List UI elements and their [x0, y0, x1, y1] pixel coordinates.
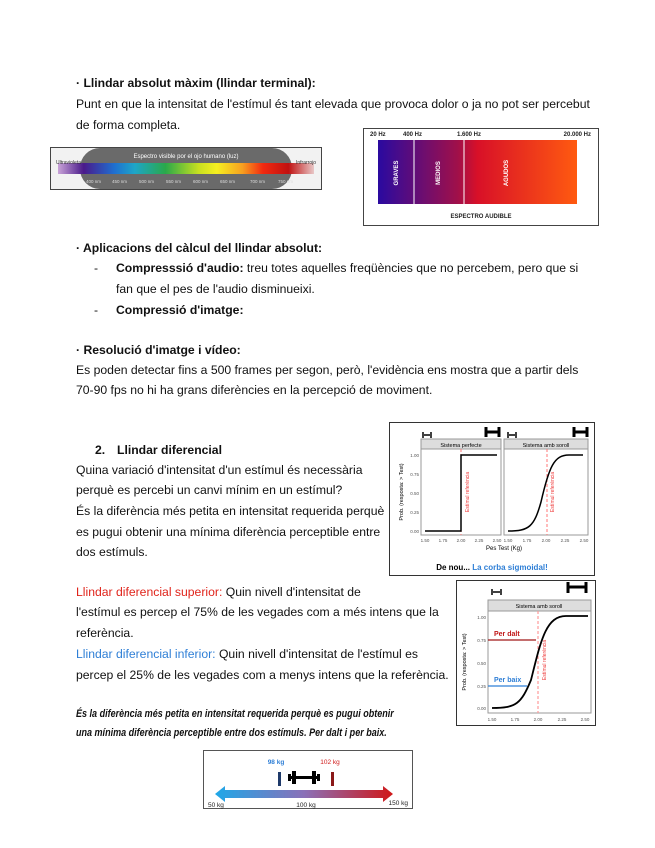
paragraph-text: Quin nivell d'intensitat de l'estímul es — [215, 647, 419, 661]
bullet-dash: - — [94, 261, 99, 275]
lower-threshold-line — [76, 646, 418, 662]
upper-label: Per dalt — [494, 631, 520, 638]
list-item-cont: fan que el pes de l'audio disminueixi. — [116, 282, 315, 296]
paragraph-line: perquè es percebi un canvi mínim en un estímul? — [76, 483, 343, 497]
paragraph-line: de forma completa. — [76, 118, 181, 132]
high-marker — [331, 772, 334, 786]
summary-line: una mínima diferència perceptible entre dos estímuls. Per dalt i per baix. — [76, 727, 387, 739]
tick-label: 600 nm — [193, 179, 209, 184]
audible-spectrum-image — [363, 128, 599, 226]
paragraph-line: dos estímuls. — [76, 545, 148, 559]
freq-label: 20 Hz — [370, 132, 386, 138]
paragraph-line: es pugui obtenir una mínima diferència perceptible entre — [76, 525, 381, 539]
y-tick: 0.50 — [410, 491, 419, 496]
tick-label: 650 nm — [220, 179, 236, 184]
caption-b: La corba sigmoidal! — [472, 563, 548, 572]
list-item-label: Compresssió d'audio: — [116, 261, 244, 275]
tick-label: 450 nm — [112, 179, 128, 184]
x-tick: 1.50 — [487, 717, 497, 722]
tick-label: 500 nm — [139, 179, 155, 184]
x-tick: 1.75 — [510, 717, 520, 722]
paragraph-line: Quina variació d'intensitat d'un estímul és necessària — [76, 463, 363, 477]
list-item-image: Compressió d'imatge: — [116, 303, 244, 317]
heading-applications: · Aplicacions del càlcul del llindar absolut: — [76, 241, 323, 255]
tick-label: 550 nm — [166, 179, 182, 184]
ultraviolet-label: Ultravioleta — [56, 160, 82, 166]
y-tick: 0.25 — [410, 510, 419, 515]
bullet-dash: - — [94, 303, 99, 317]
tick-label: 700 nm — [250, 179, 266, 184]
x-tick: 1.75 — [522, 538, 532, 543]
upper-threshold-line — [76, 584, 361, 600]
low-marker — [278, 772, 281, 786]
y-tick: 0.00 — [410, 529, 419, 534]
heading-differential: Llindar diferencial — [117, 443, 222, 457]
x-axis-label: Pes Test (Kg) — [486, 546, 522, 552]
x-tick: 2.25 — [557, 717, 567, 722]
band-graves: GRAVES — [394, 160, 400, 186]
sigmoid-figure — [389, 422, 595, 576]
freq-label: 1.600 Hz — [457, 132, 482, 138]
reference-label: Estímul referència — [542, 639, 548, 681]
paragraph-line: Es poden detectar fins a 500 frames per segon, però, l'evidència ens mostra que a partir dels — [76, 363, 579, 377]
y-tick: 1.00 — [477, 615, 486, 620]
tick-label: 750 nm — [278, 179, 294, 184]
freq-label: 20.000 Hz — [563, 132, 591, 138]
tick-label: 400 nm — [86, 179, 102, 184]
paragraph-line: Punt en que la intensitat de l'estímul és tant elevada que provoca dolor o ja no pot ser percebut — [76, 97, 590, 111]
x-tick: 2.00 — [541, 538, 551, 543]
mid-label: 100 kg — [296, 802, 316, 809]
heading-video: · Resolució d'imatge i vídeo: — [76, 343, 241, 357]
lower-threshold-label: Llindar diferencial inferior: — [76, 647, 216, 661]
band-medios: MEDIOS — [436, 161, 442, 185]
svg-text:De nou... La corba sigmoidal! — [436, 563, 548, 572]
upper-threshold-label: Llindar diferencial superior: — [76, 585, 223, 599]
caption-a: De nou... — [436, 563, 473, 572]
panel-title: Sistema amb soroll — [515, 604, 563, 610]
visible-spectrum-image — [50, 147, 322, 191]
section-number: 2. — [95, 443, 106, 457]
band-agudos: AGUDOS — [504, 159, 510, 187]
paragraph-line: l'estímul es percep el 75% de les vegades com a més intens que la — [76, 605, 439, 619]
panel-title: Sistema perfecte — [440, 443, 482, 449]
y-axis-label: Prob. (resposta: > Test) — [399, 463, 405, 521]
infrared-label: Infrarrojo — [295, 160, 316, 166]
list-item-audio — [116, 260, 578, 276]
y-tick: 0.75 — [477, 638, 486, 643]
threshold-figure — [456, 580, 596, 726]
audible-caption: ESPECTRO AUDIBLE — [450, 214, 512, 220]
x-tick: 1.50 — [503, 538, 513, 543]
x-tick: 2.25 — [560, 538, 570, 543]
x-tick: 2.50 — [580, 717, 590, 722]
x-tick: 1.50 — [420, 538, 430, 543]
low-marker-label: 98 kg — [267, 759, 285, 766]
paragraph-line: percep el 25% de les vegades com a menys intens que la referència. — [76, 668, 449, 682]
list-item-text: treu totes aquelles freqüències que no percebem, pero que si — [243, 261, 579, 275]
x-tick: 1.75 — [438, 538, 448, 543]
y-tick: 0.50 — [477, 661, 486, 666]
weight-scale-figure — [203, 750, 413, 810]
x-tick: 2.25 — [474, 538, 484, 543]
panel-title: Sistema amb soroll — [522, 443, 570, 449]
lower-label: Per baix — [494, 677, 522, 684]
y-axis-label: Prob. (resposta: > Test) — [462, 633, 468, 691]
paragraph-line: 70-90 fps no hi ha grans diferències en la percepció de moviment. — [76, 383, 433, 397]
paragraph-line: referència. — [76, 626, 134, 640]
min-label: 50 kg — [208, 802, 224, 809]
x-tick: 2.00 — [456, 538, 466, 543]
y-tick: 1.00 — [410, 453, 419, 458]
freq-label: 400 Hz — [403, 132, 423, 138]
y-tick: 0.00 — [477, 706, 486, 711]
y-tick: 0.25 — [477, 684, 486, 689]
x-tick: 2.50 — [579, 538, 589, 543]
reference-label: Estímul referència — [550, 471, 556, 513]
x-tick: 2.50 — [492, 538, 502, 543]
reference-label: Estímul referència — [465, 471, 471, 513]
x-tick: 2.00 — [533, 717, 543, 722]
paragraph-line: És la diferència més petita en intensitat requerida perquè — [76, 504, 385, 518]
high-marker-label: 102 kg — [320, 759, 340, 766]
heading-absolute-max: · Llindar absolut màxim (llindar terminal): — [76, 76, 316, 90]
summary-line: És la diferència més petita en intensitat requerida perquè es pugui obtenir — [76, 708, 394, 720]
paragraph-text: Quin nivell d'intensitat de — [222, 585, 361, 599]
spectrum-title: Espectro visible por el ojo humano (luz) — [133, 154, 239, 160]
y-tick: 0.75 — [410, 472, 419, 477]
max-label: 150 kg — [388, 800, 408, 807]
